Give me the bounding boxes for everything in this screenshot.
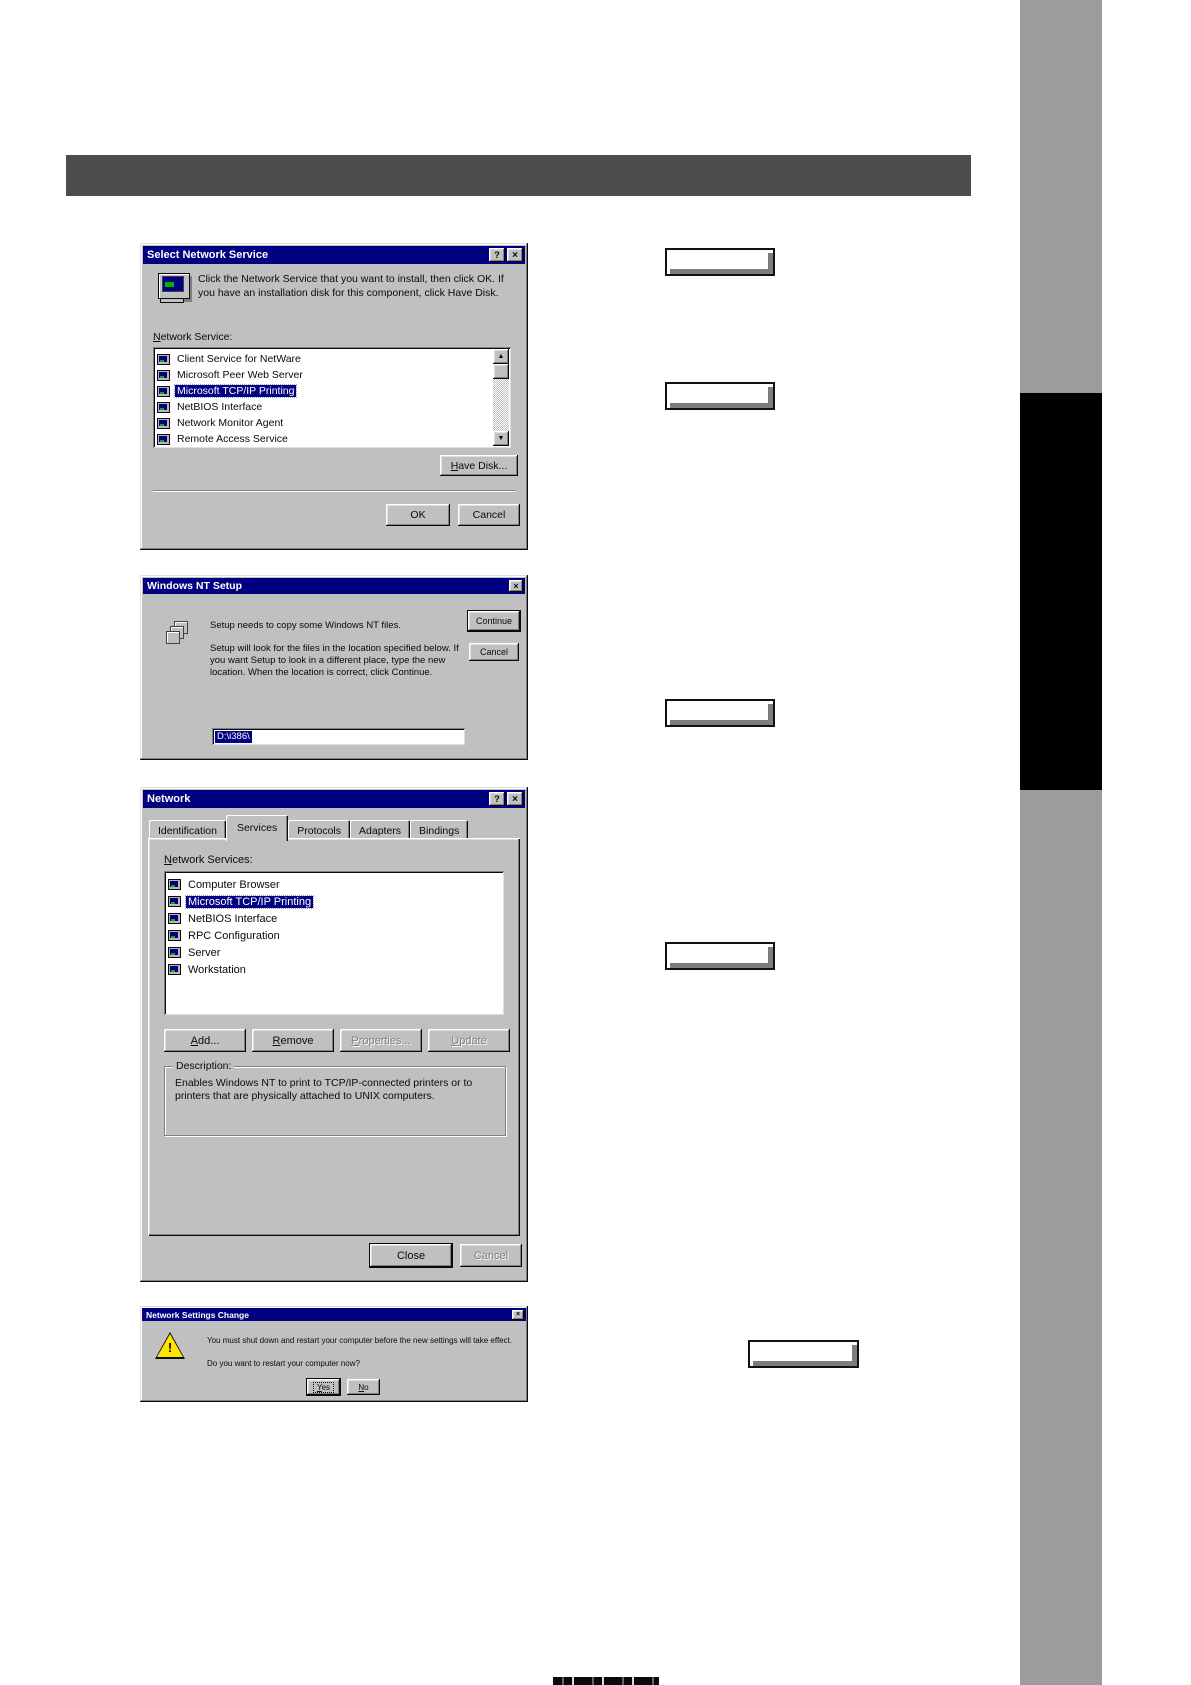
dialog-titlebar[interactable] bbox=[143, 790, 525, 808]
setup-message-2: Setup will look for the files in the location specified below. If you want Setup to look in a different place, type the new location. When the location is correct, click Continue. bbox=[210, 643, 459, 678]
dialog-instruction: Click the Network Service that you want to install, then click OK. If you have an installation disk for this component, click Have Disk. bbox=[198, 273, 504, 299]
warning-icon: ! bbox=[155, 1332, 185, 1359]
list-item-selected[interactable]: Microsoft TCP/IP Printing bbox=[164, 893, 504, 910]
network-service-icon bbox=[168, 896, 181, 907]
network-services-listbox[interactable] bbox=[164, 871, 504, 1015]
update-button[interactable]: Update bbox=[428, 1029, 510, 1052]
restart-message-2: Do you want to restart your computer now? bbox=[207, 1359, 360, 1368]
callout-box-2 bbox=[665, 382, 775, 410]
close-icon[interactable]: × bbox=[507, 792, 523, 806]
scroll-down-icon[interactable]: ▼ bbox=[493, 431, 509, 446]
network-service-dialog-icon bbox=[158, 273, 192, 303]
network-service-icon bbox=[168, 964, 181, 975]
network-service-icon bbox=[157, 434, 170, 445]
listbox-scrollbar[interactable] bbox=[493, 349, 509, 446]
dialog-titlebar[interactable] bbox=[142, 1308, 526, 1321]
list-item[interactable]: Microsoft Peer Web Server bbox=[153, 367, 511, 383]
description-text: Enables Windows NT to print to TCP/IP-connected printers or to printers that are physically attached to UNIX computers. bbox=[175, 1077, 473, 1102]
network-service-icon bbox=[168, 879, 181, 890]
services-tab-page bbox=[148, 838, 520, 1236]
dialog-separator bbox=[153, 490, 515, 492]
setup-message-1: Setup needs to copy some Windows NT files. bbox=[210, 620, 401, 631]
scroll-up-icon[interactable]: ▲ bbox=[493, 349, 509, 364]
no-button[interactable]: No bbox=[347, 1379, 380, 1395]
properties-button[interactable]: Properties... bbox=[340, 1029, 422, 1052]
description-groupbox bbox=[164, 1060, 506, 1136]
cropped-footer-graphic bbox=[553, 1677, 659, 1685]
selected-path-text: D:\i386\ bbox=[217, 730, 250, 742]
list-item[interactable]: Workstation bbox=[164, 961, 504, 978]
network-service-listbox[interactable] bbox=[153, 347, 511, 448]
tab-adapters[interactable]: Adapters bbox=[350, 820, 410, 841]
tab-services[interactable]: Services bbox=[226, 815, 288, 841]
help-icon[interactable]: ? bbox=[489, 248, 505, 262]
network-service-icon bbox=[168, 930, 181, 941]
tab-protocols[interactable]: Protocols bbox=[288, 820, 350, 841]
help-icon[interactable]: ? bbox=[489, 792, 505, 806]
restart-message-1: You must shut down and restart your computer before the new settings will take effect. bbox=[207, 1336, 513, 1345]
select-network-service-dialog bbox=[140, 243, 528, 550]
network-service-icon bbox=[157, 402, 170, 413]
network-service-icon bbox=[157, 354, 170, 365]
callout-box-4 bbox=[665, 942, 775, 970]
yes-button[interactable]: Yes bbox=[307, 1379, 340, 1395]
list-item-selected[interactable]: Microsoft TCP/IP Printing bbox=[153, 383, 511, 399]
close-icon[interactable]: × bbox=[507, 248, 523, 262]
tab-identification[interactable]: Identification bbox=[149, 820, 226, 841]
list-item[interactable]: NetBIOS Interface bbox=[164, 910, 504, 927]
dialog-title: Windows NT Setup bbox=[147, 580, 242, 592]
list-item[interactable]: Computer Browser bbox=[164, 876, 504, 893]
add-button[interactable]: Add... bbox=[164, 1029, 246, 1052]
tab-bindings[interactable]: Bindings bbox=[410, 820, 468, 841]
close-icon[interactable]: × bbox=[512, 1310, 524, 1320]
dialog-title: Network Settings Change bbox=[146, 1309, 249, 1320]
dialog-title: Network bbox=[147, 793, 191, 805]
dialog-title: Select Network Service bbox=[147, 249, 269, 261]
remove-button[interactable]: Remove bbox=[252, 1029, 334, 1052]
windows-nt-setup-dialog bbox=[140, 575, 528, 760]
ok-button[interactable]: OK bbox=[386, 504, 450, 526]
dialog-titlebar[interactable] bbox=[143, 246, 525, 264]
callout-box-3 bbox=[665, 699, 775, 727]
setup-files-icon bbox=[166, 621, 192, 645]
list-item[interactable]: Network Monitor Agent bbox=[153, 415, 511, 431]
network-dialog bbox=[140, 787, 528, 1282]
network-settings-change-dialog bbox=[140, 1306, 528, 1402]
page-edge-section-marker bbox=[1020, 393, 1102, 790]
close-icon[interactable]: × bbox=[509, 580, 523, 592]
network-service-list-label: Network Service: bbox=[153, 331, 233, 343]
dialog-titlebar[interactable] bbox=[143, 578, 525, 594]
list-item[interactable]: NetBIOS Interface bbox=[153, 399, 511, 415]
cancel-button[interactable]: Cancel bbox=[458, 504, 520, 526]
list-item[interactable]: RPC Configuration bbox=[164, 927, 504, 944]
have-disk-button[interactable]: Have Disk... bbox=[440, 455, 518, 476]
cancel-button[interactable]: Cancel bbox=[460, 1244, 522, 1267]
chapter-header-bar bbox=[66, 155, 971, 196]
page-edge-tab-strip bbox=[1020, 0, 1102, 1685]
cancel-button[interactable]: Cancel bbox=[469, 643, 519, 661]
network-service-icon bbox=[168, 947, 181, 958]
description-label: Description: bbox=[173, 1060, 234, 1072]
list-item[interactable]: Client Service for NetWare bbox=[153, 351, 511, 367]
callout-box-1 bbox=[665, 248, 775, 276]
source-path-input[interactable] bbox=[212, 728, 465, 745]
network-service-icon bbox=[157, 370, 170, 381]
list-item[interactable]: Server bbox=[164, 944, 504, 961]
network-service-icon bbox=[157, 418, 170, 429]
scrollbar-thumb[interactable] bbox=[493, 364, 509, 379]
continue-button[interactable]: Continue bbox=[468, 611, 520, 631]
list-item[interactable]: Remote Access Service bbox=[153, 431, 511, 447]
callout-box-5 bbox=[748, 1340, 859, 1368]
network-service-icon bbox=[157, 386, 170, 397]
network-services-list-label: Network Services: bbox=[164, 854, 253, 866]
network-service-icon bbox=[168, 913, 181, 924]
close-button[interactable]: Close bbox=[370, 1244, 452, 1267]
